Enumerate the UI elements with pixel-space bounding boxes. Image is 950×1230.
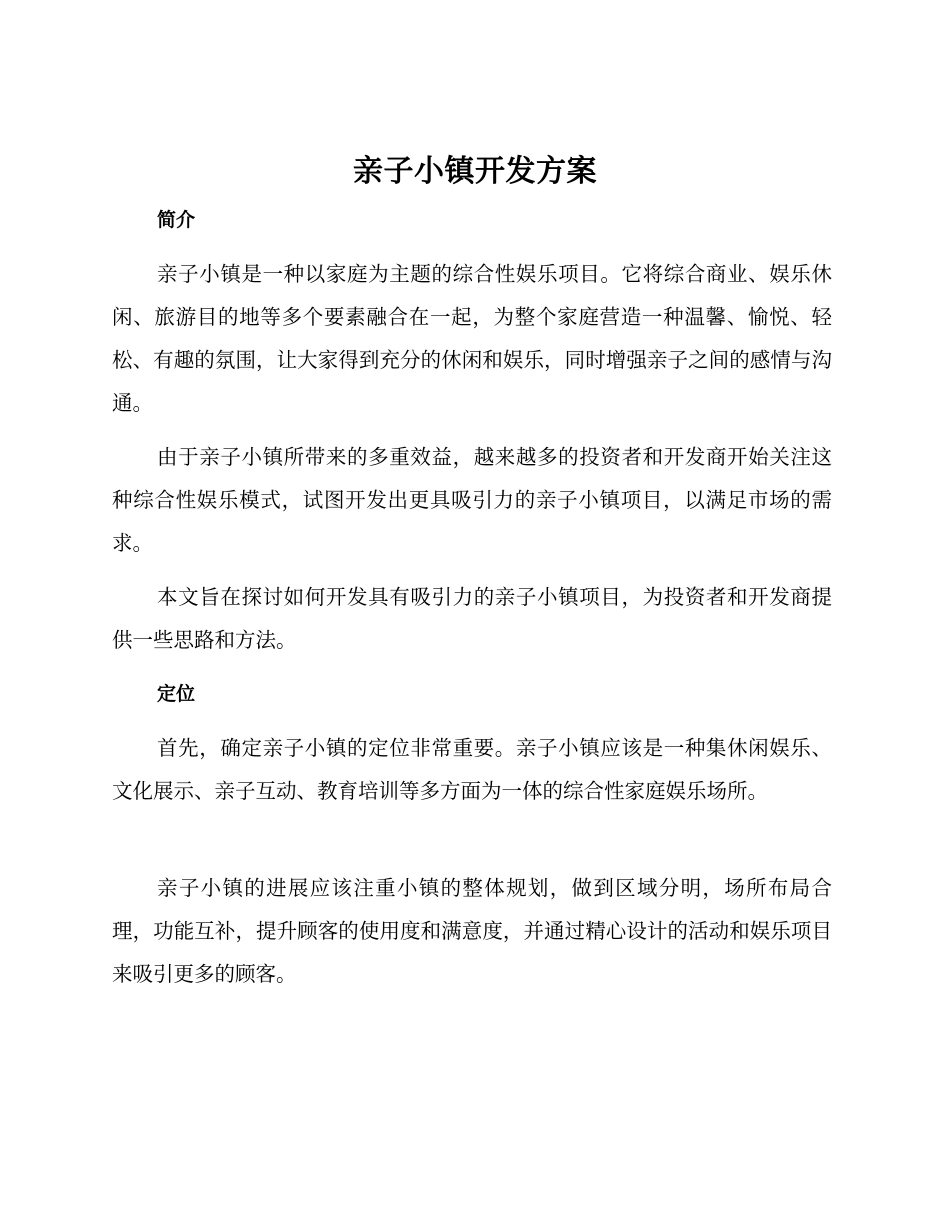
section-heading-intro: 简介 xyxy=(157,209,196,231)
paragraph: 首先，确定亲子小镇的定位非常重要。亲子小镇应该是一种集休闲娱乐、文化展示、亲子互动、教育培训等多方面为一体的综合性家庭娱乐场所。 xyxy=(112,736,832,803)
section-heading-positioning: 定位 xyxy=(157,683,196,705)
document-title: 亲子小镇开发方案 xyxy=(353,154,597,189)
paragraph: 亲子小镇是一种以家庭为主题的综合性娱乐项目。它将综合商业、娱乐休闲、旅游目的地等多个要素融合在一起，为整个家庭营造一种温馨、愉悦、轻松、有趣的氛围，让大家得到充分的休闲和娱乐，同时增强亲子之间的感情与沟通。 xyxy=(112,262,832,415)
paragraph: 本文旨在探讨如何开发具有吸引力的亲子小镇项目，为投资者和开发商提供一些思路和方法。 xyxy=(112,585,832,652)
paragraph: 由于亲子小镇所带来的多重效益，越来越多的投资者和开发商开始关注这种综合性娱乐模式，试图开发出更具吸引力的亲子小镇项目，以满足市场的需求。 xyxy=(112,445,832,555)
paragraph: 亲子小镇的进展应该注重小镇的整体规划，做到区域分明，场所布局合理，功能互补，提升顾客的使用度和满意度，并通过精心设计的活动和娱乐项目来吸引更多的顾客。 xyxy=(112,876,832,986)
